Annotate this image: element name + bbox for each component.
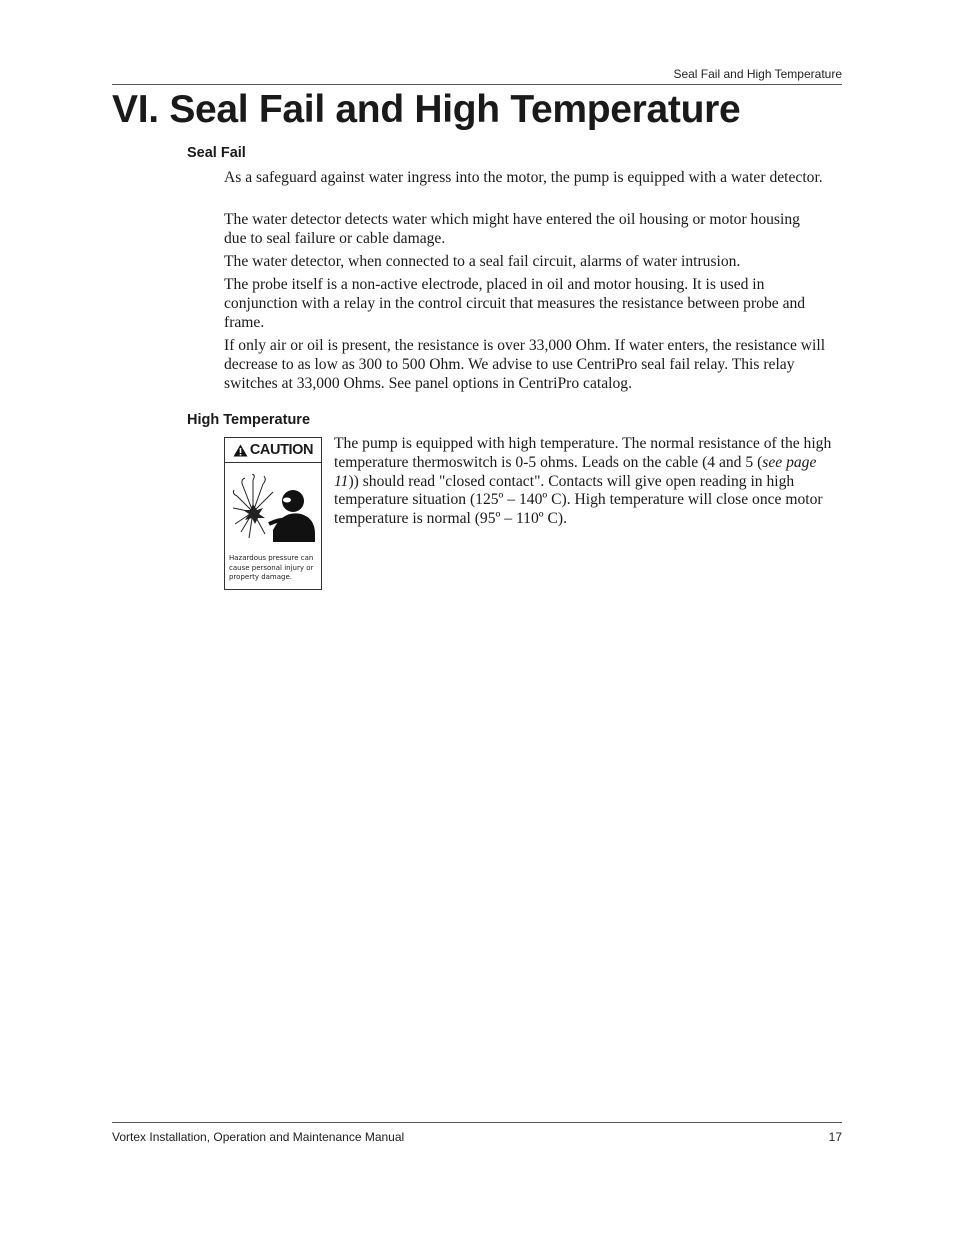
caution-caption: Hazardous pressure can cause personal injury or property damage. <box>229 554 314 581</box>
caution-label <box>224 437 322 590</box>
section-heading-high-temperature: High Temperature <box>187 412 311 428</box>
seal-fail-paragraph-2: The water detector detects water which might have entered the oil housing or motor housing due to seal failure or cable damage. <box>224 211 800 247</box>
warning-triangle-icon <box>233 444 248 457</box>
high-temp-text-part1: The pump is equipped with high temperature. The normal resistance of the high temperature thermoswitch is 0-5 ohms. Leads on the cable (4 and 5 ( <box>334 435 832 471</box>
seal-fail-paragraph-5: If only air or oil is present, the resistance is over 33,000 Ohm. If water enters, the resistance will decrease to as low as 300 to 500 Ohm. We advise to use CentriPro seal fail relay. This relay switches at 33,000 Ohms. See panel options in CentriPro catalog. <box>224 337 826 392</box>
seal-fail-paragraph-4: The probe itself is a non-active electrode, placed in oil and motor housing. It is used in conjunction with a relay in the control circuit that measures the resistance between probe and frame. <box>224 276 806 331</box>
high-temp-text-part2: )) should read "closed contact". Contacts will give open reading in high temperature situation (125º – 140º C). High temperature will close once motor temperature is normal (95º – 110º C). <box>334 472 823 528</box>
running-header: Seal Fail and High Temperature <box>673 67 842 81</box>
section-heading-seal-fail: Seal Fail <box>187 145 246 161</box>
caution-label-text: CAUTION <box>249 442 314 458</box>
footer-rule <box>112 1122 842 1123</box>
seal-fail-paragraph-3: The water detector, when connected to a seal fail circuit, alarms of water intrusion. <box>224 253 741 270</box>
seal-fail-paragraph-1: As a safeguard against water ingress into the motor, the pump is equipped with a water detector. <box>224 169 823 186</box>
page-title: VI. Seal Fail and High Temperature <box>112 88 741 131</box>
page-reference: see page 11 <box>334 453 817 490</box>
page-number: 17 <box>828 1130 842 1144</box>
header-rule <box>112 84 842 85</box>
hazardous-pressure-icon <box>229 474 319 550</box>
high-temperature-paragraph <box>334 435 842 529</box>
caution-header <box>225 438 321 463</box>
footer-manual-title: Vortex Installation, Operation and Maintenance Manual <box>112 1130 405 1144</box>
